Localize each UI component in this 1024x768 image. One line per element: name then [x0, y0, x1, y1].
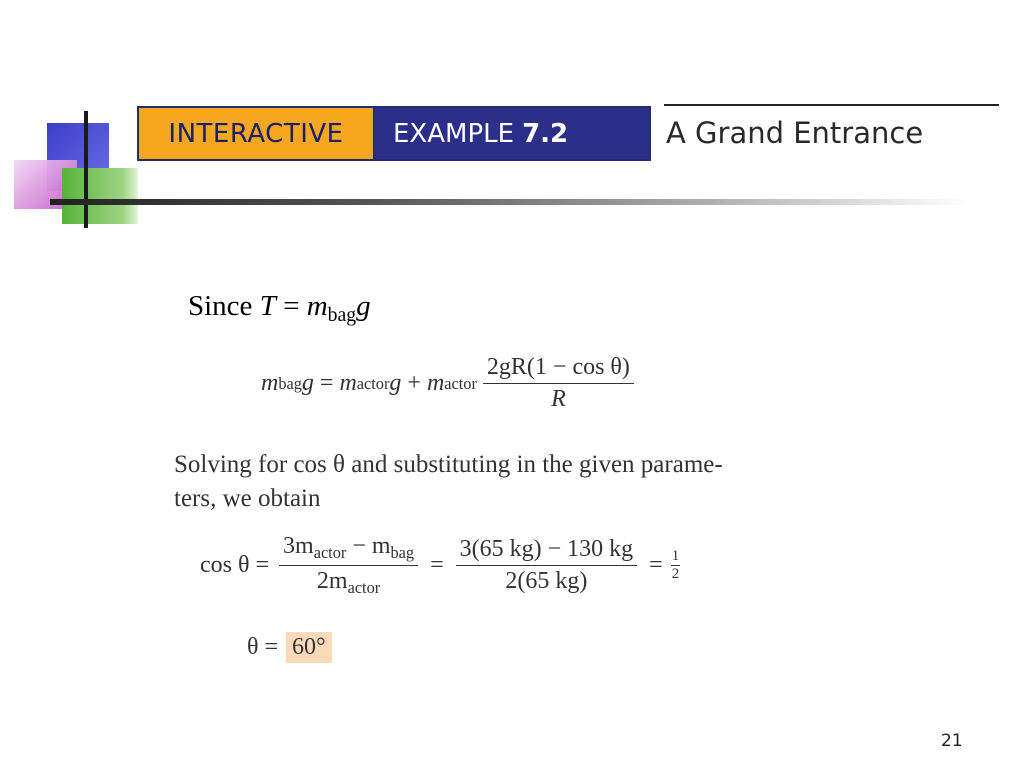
slide-title: A Grand Entrance [666, 116, 924, 150]
eq2-one-half [671, 548, 681, 583]
eq2-f2-numerator: 3(65 kg) − 130 kg [456, 536, 638, 566]
banner-example [375, 108, 649, 159]
since-sub: bag [327, 303, 357, 326]
eq1-t1-sub: actor [356, 373, 390, 393]
equation-energy [261, 354, 640, 413]
banner-example-label: EXAMPLE [393, 118, 515, 149]
eq2-half-numerator: 1 [671, 547, 680, 564]
eq2-f1-num-sub: actor [313, 542, 347, 562]
decor-vertical-line [84, 111, 88, 228]
solving-paragraph [174, 448, 854, 516]
paragraph-line-2: ters, we obtain [174, 485, 321, 512]
since-equals: = [275, 290, 307, 322]
eq2-half-denominator: 2 [671, 565, 680, 582]
eq1-equals: = [313, 370, 340, 396]
paragraph-line-1: Solving for cos θ and substituting in the given parame- [174, 451, 723, 478]
eq1-plus: + [401, 370, 427, 396]
eq2-fraction-1 [279, 533, 418, 598]
since-g: g [356, 290, 371, 322]
equation-cos-theta [200, 533, 680, 598]
eq1-t2-sub: actor [444, 373, 477, 393]
title-top-rule [664, 104, 999, 106]
eq2-lhs: cos θ = [200, 551, 270, 578]
eq2-f1-den-a: 2m [316, 567, 348, 594]
eq1-t2-m: m [426, 370, 445, 396]
eq2-f2-denominator: 2(65 kg) [505, 567, 588, 594]
since-prefix: Since [188, 290, 260, 322]
banner-interactive: INTERACTIVE [139, 108, 375, 159]
eq2-equals-a: = [430, 551, 444, 578]
eq3-result-highlight: 60° [286, 632, 332, 663]
page-number: 21 [941, 731, 963, 751]
since-T: T [259, 290, 276, 322]
eq2-fraction-2 [456, 536, 638, 595]
decor-green-square [62, 168, 138, 224]
banner-example-number: 7.2 [522, 118, 569, 149]
eq1-lhs-m: m [261, 370, 279, 396]
equation-theta-result [247, 632, 332, 663]
example-banner [137, 106, 651, 161]
eq1-t1-m: m [339, 370, 357, 396]
eq2-f1-num-a: 3m [283, 533, 314, 559]
eq1-fraction [483, 354, 634, 413]
eq1-fraction-denominator: R [551, 386, 566, 412]
decor-horizontal-rule [50, 199, 970, 205]
eq2-f1-den-sub: actor [347, 577, 381, 597]
since-m: m [306, 290, 328, 322]
eq2-f1-num-sub2: bag [390, 542, 415, 562]
eq1-fraction-numerator: 2gR(1 − cos θ) [483, 354, 634, 384]
eq2-equals-b: = [649, 551, 663, 578]
eq2-f1-num-b: − m [346, 533, 391, 559]
since-line [188, 290, 371, 327]
eq2-f1-numerator [279, 533, 418, 566]
eq1-t1-g: g [389, 370, 402, 396]
eq1-lhs-sub: bag [278, 373, 302, 393]
eq2-f1-denominator [317, 566, 380, 598]
eq1-lhs-g: g [301, 370, 314, 396]
eq3-lhs: θ = [247, 634, 279, 660]
